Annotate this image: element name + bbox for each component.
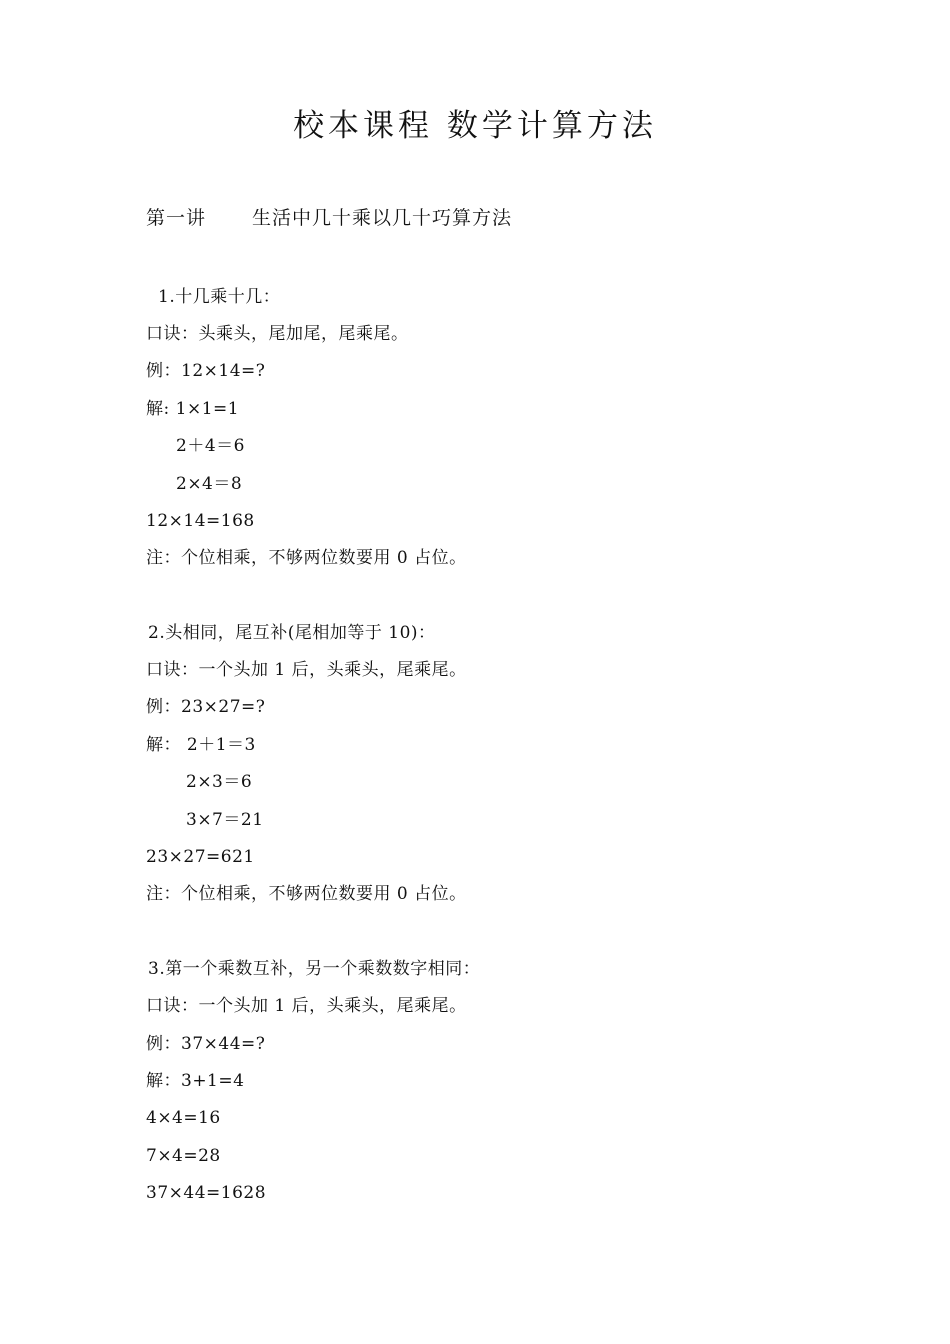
section-2-note: 注：个位相乘，不够两位数要用 0 占位。 (146, 884, 467, 904)
section-1-heading: 1.十几乘十几： (158, 287, 281, 307)
section-1-example: 例：12×14=? (146, 361, 266, 381)
lecture-number: 第一讲 (146, 207, 207, 229)
section-3-formula: 口诀：一个头加 1 后，头乘头，尾乘尾。 (146, 996, 467, 1016)
section-3-step-2: 4×4=16 (146, 1108, 221, 1128)
section-3-heading: 3.第一个乘数互补，另一个乘数数字相同： (148, 959, 481, 979)
section-3-result: 37×44=1628 (146, 1183, 267, 1203)
section-1-step-1: 解: 1×1=1 (146, 399, 240, 419)
section-3-example: 例：37×44=? (146, 1034, 266, 1054)
section-3-step-1: 解：3+1=4 (146, 1071, 245, 1091)
section-2-step-3: 3×7＝21 (186, 810, 264, 830)
section-3-step-3: 7×4=28 (146, 1146, 221, 1166)
section-1-formula: 口诀：头乘头，尾加尾，尾乘尾。 (146, 324, 409, 344)
section-2-step-2: 2×3＝6 (186, 772, 253, 792)
section-2-step-1: 解： 2＋1＝3 (146, 735, 256, 755)
section-2-result: 23×27=621 (146, 847, 255, 867)
section-1-step-3: 2×4＝8 (176, 474, 243, 494)
section-1-step-2: 2＋4＝6 (176, 436, 245, 456)
document-title: 校本课程 数学计算方法 (293, 108, 657, 144)
section-2-heading: 2.头相同，尾互补(尾相加等于 10)： (148, 623, 436, 643)
section-1-note: 注：个位相乘，不够两位数要用 0 占位。 (146, 548, 467, 568)
section-1-result: 12×14=168 (146, 511, 255, 531)
section-2-formula: 口诀：一个头加 1 后，头乘头，尾乘尾。 (146, 660, 467, 680)
section-2-example: 例：23×27=? (146, 697, 266, 717)
lecture-name: 生活中几十乘以几十巧算方法 (252, 207, 513, 229)
lecture-heading (146, 203, 512, 233)
